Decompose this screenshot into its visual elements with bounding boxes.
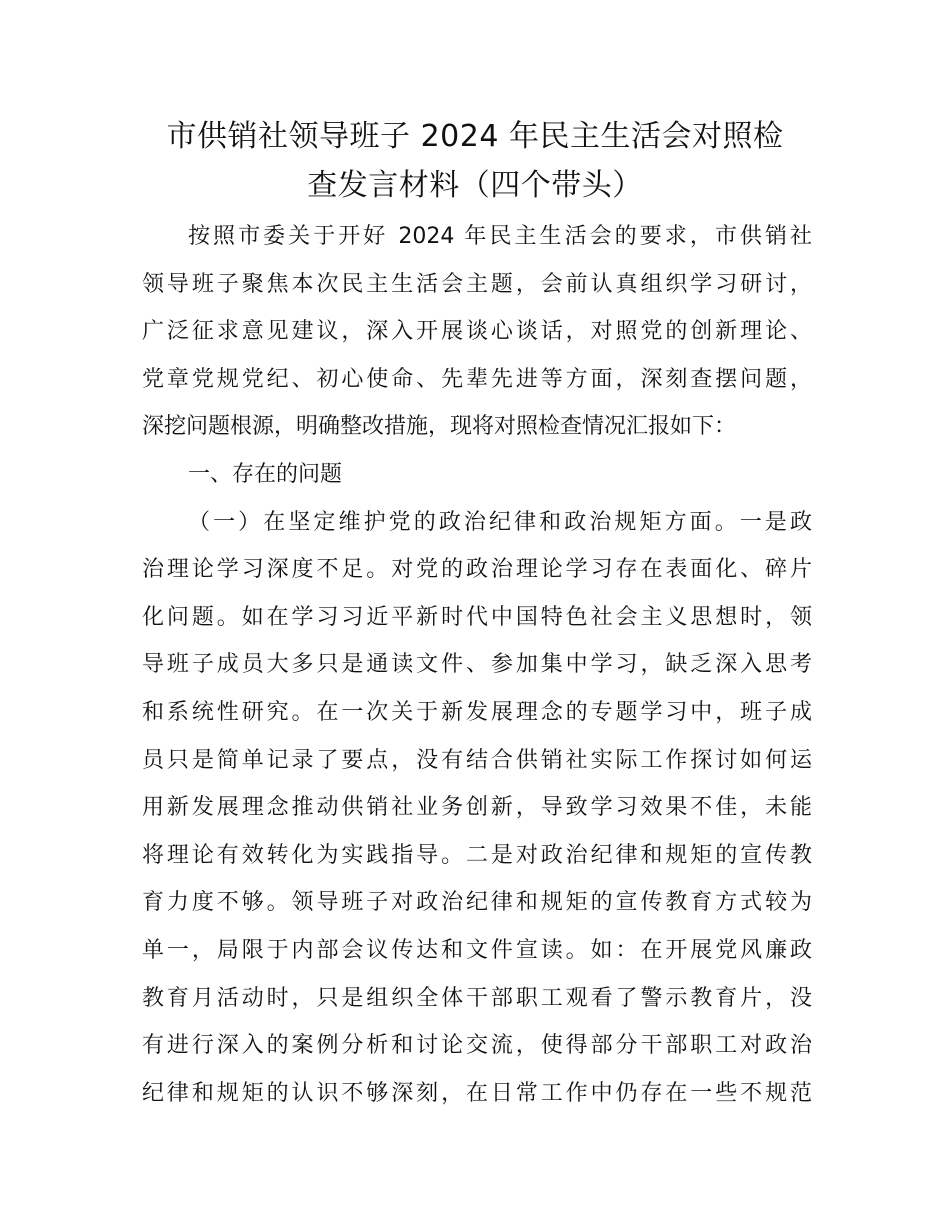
body-line: （一）在坚定维护党的政治纪律和政治规矩方面。一是政 [188,509,812,535]
body-line: 员只是简单记录了要点，没有结合供销社实际工作探讨如何运 [142,747,812,773]
intro-line: 领导班子聚焦本次民主生活会主题，会前认真组织学习研讨， [142,271,812,297]
body-line: 教育月活动时，只是组织全体干部职工观看了警示教育片，没 [142,985,812,1011]
body-line: 导班子成员大多只是通读文件、参加集中学习，缺乏深入思考 [142,652,812,678]
intro-line: 党章党规党纪、初心使命、先辈先进等方面，深刻查摆问题， [142,366,812,392]
document-title [140,112,810,210]
body-line: 单一，局限于内部会议传达和文件宣读。如：在开展党风廉政 [142,937,812,963]
intro-line: 深挖问题根源，明确整改措施，现将对照检查情况汇报如下： [142,414,737,440]
body-line: 有进行深入的案例分析和讨论交流，使得部分干部职工对政治 [142,1033,812,1059]
body-line: 化问题。如在学习习近平新时代中国特色社会主义思想时，领 [142,604,812,630]
body-line: 治理论学习深度不足。对党的政治理论学习存在表面化、碎片 [142,557,812,583]
intro-line: 按照市委关于开好 2024 年民主生活会的要求，市供销社 [188,224,812,249]
body-line: 纪律和规矩的认识不够深刻，在日常工作中仍存在一些不规范 [142,1080,812,1106]
document-body [142,213,812,1117]
body-line: 育力度不够。领导班子对政治纪律和规矩的宣传教育方式较为 [142,890,812,916]
body-line: 将理论有效转化为实践指导。二是对政治纪律和规矩的宣传教 [142,842,812,868]
body-line: 和系统性研究。在一次关于新发展理念的专题学习中，班子成 [142,699,812,725]
section-heading: 一、存在的问题 [188,461,343,487]
title-line: 市供销社领导班子 2024 年民主生活会对照检 [166,119,784,154]
body-line: 用新发展理念推动供销社业务创新，导致学习效果不佳，未能 [142,795,812,821]
title-line: 查发言材料（四个带头） [307,168,643,203]
intro-line: 广泛征求意见建议，深入开展谈心谈话，对照党的创新理论、 [142,319,812,345]
